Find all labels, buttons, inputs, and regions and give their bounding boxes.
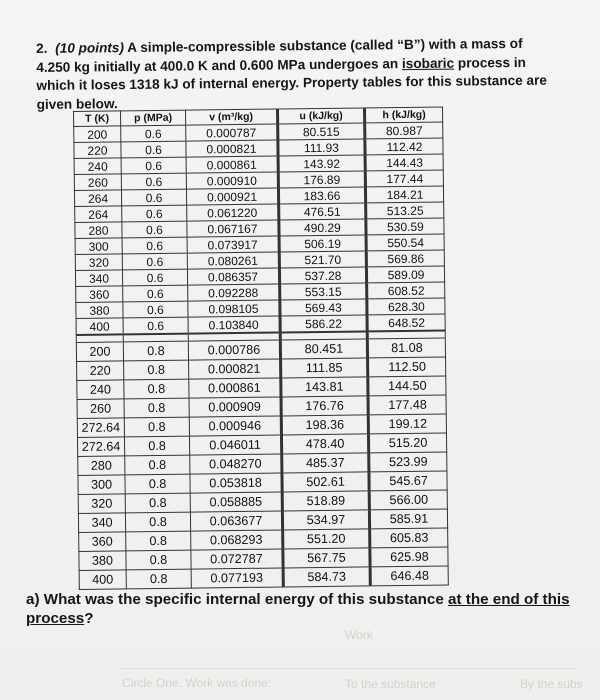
cell-internal-energy: 478.40	[281, 434, 368, 454]
cell-pressure: 0.8	[126, 550, 191, 570]
cell-temperature: 200	[76, 342, 123, 362]
cell-enthalpy: 625.98	[370, 547, 448, 567]
cell-temperature: 280	[78, 456, 125, 476]
cell-pressure: 0.8	[125, 474, 190, 494]
cell-enthalpy: 144.50	[368, 376, 446, 396]
cell-enthalpy: 589.09	[366, 266, 444, 283]
cell-specific-volume: 0.000821	[189, 359, 281, 379]
question-text-part1: What was the specific internal energy of this substance	[43, 591, 444, 608]
question-text-underlined: at the end of this process	[26, 591, 570, 627]
cell-pressure: 0.8	[125, 512, 190, 532]
cell-enthalpy: 545.67	[369, 471, 447, 491]
faint-option-to-substance: To the substance	[345, 677, 436, 691]
cell-temperature: 360	[79, 532, 126, 552]
question-text-part2: ?	[84, 610, 94, 627]
cell-enthalpy: 199.12	[368, 414, 446, 434]
property-table	[73, 106, 449, 589]
cell-pressure: 0.6	[122, 269, 187, 286]
cell-internal-energy: 176.89	[278, 171, 365, 188]
cell-specific-volume: 0.073917	[187, 236, 279, 253]
cell-temperature: 200	[74, 126, 121, 143]
cell-enthalpy: 550.54	[366, 234, 444, 251]
cell-enthalpy: 530.59	[366, 218, 444, 235]
cell-enthalpy: 81.08	[367, 338, 445, 358]
cell-specific-volume: 0.046011	[189, 435, 281, 455]
cell-internal-energy: 476.51	[279, 203, 366, 220]
cell-enthalpy: 523.99	[369, 452, 447, 472]
cell-enthalpy: 605.83	[370, 528, 448, 548]
cell-pressure: 0.6	[122, 237, 187, 254]
cell-temperature: 380	[79, 551, 126, 571]
cell-pressure: 0.8	[126, 569, 191, 589]
cell-internal-energy: 80.451	[280, 339, 367, 359]
cell-internal-energy: 569.43	[280, 299, 367, 316]
header-pressure: p (MPa)	[121, 110, 186, 126]
cell-internal-energy: 111.93	[278, 139, 365, 156]
cell-enthalpy: 144.43	[365, 154, 443, 171]
cell-internal-energy: 521.70	[279, 251, 366, 268]
cell-temperature: 220	[74, 142, 121, 159]
cell-specific-volume: 0.098105	[188, 300, 280, 317]
cell-enthalpy: 112.50	[368, 357, 446, 377]
cell-specific-volume: 0.000821	[186, 140, 278, 157]
table-row	[79, 566, 448, 590]
cell-internal-energy: 567.75	[283, 548, 370, 568]
cell-internal-energy: 534.97	[282, 510, 369, 530]
cell-pressure: 0.6	[123, 301, 188, 318]
cell-specific-volume: 0.000861	[189, 378, 281, 398]
cell-pressure: 0.8	[125, 455, 190, 475]
cell-specific-volume: 0.000787	[186, 124, 278, 141]
cell-enthalpy: 628.30	[367, 298, 445, 315]
cell-pressure: 0.8	[124, 436, 189, 456]
cell-pressure: 0.6	[121, 125, 186, 142]
faint-circle-one-label: Circle One. Work was done:	[122, 676, 272, 690]
cell-specific-volume: 0.000921	[186, 188, 278, 205]
cell-internal-energy: 143.81	[281, 377, 368, 397]
cell-temperature: 320	[75, 254, 122, 271]
cell-specific-volume: 0.077193	[191, 568, 283, 588]
cell-temperature: 380	[76, 302, 123, 319]
cell-specific-volume: 0.058885	[190, 492, 282, 512]
cell-temperature: 400	[76, 318, 123, 335]
cell-internal-energy: 183.66	[278, 187, 365, 204]
property-table-container	[73, 106, 449, 589]
cell-enthalpy: 177.48	[368, 395, 446, 415]
cell-specific-volume: 0.092288	[188, 284, 280, 301]
cell-internal-energy: 584.73	[283, 567, 370, 587]
faint-divider	[118, 668, 578, 669]
cell-temperature: 260	[77, 399, 124, 419]
cell-temperature: 400	[79, 570, 126, 590]
cell-specific-volume: 0.000909	[189, 397, 281, 417]
cell-temperature: 240	[74, 158, 121, 175]
cell-enthalpy: 184.21	[365, 186, 443, 203]
problem-number: 2.	[36, 40, 48, 56]
cell-enthalpy: 566.00	[369, 490, 447, 510]
cell-temperature: 264	[74, 190, 121, 207]
cell-specific-volume: 0.000946	[189, 416, 281, 436]
cell-internal-energy: 506.19	[279, 235, 366, 252]
cell-specific-volume: 0.068293	[191, 530, 283, 550]
cell-temperature: 300	[78, 475, 125, 495]
table-group-0.6mpa	[74, 122, 446, 335]
cell-internal-energy: 586.22	[280, 315, 367, 333]
cell-internal-energy: 537.28	[279, 267, 366, 284]
cell-temperature: 240	[77, 380, 124, 400]
cell-specific-volume: 0.103840	[188, 316, 280, 334]
cell-pressure: 0.8	[124, 398, 189, 418]
header-enthalpy: h (kJ/kg)	[364, 107, 442, 123]
cell-pressure: 0.8	[126, 531, 191, 551]
cell-pressure: 0.6	[121, 173, 186, 190]
cell-temperature: 260	[74, 174, 121, 191]
cell-specific-volume: 0.072787	[191, 549, 283, 569]
cell-internal-energy: 485.37	[282, 453, 369, 473]
cell-pressure: 0.6	[122, 221, 187, 238]
cell-enthalpy: 112.42	[365, 138, 443, 155]
cell-temperature: 340	[75, 270, 122, 287]
faint-work-label: Work	[345, 628, 373, 642]
cell-temperature: 320	[78, 494, 125, 514]
header-internal-energy: u (kJ/kg)	[277, 108, 364, 124]
cell-enthalpy: 177.44	[365, 170, 443, 187]
cell-pressure: 0.8	[124, 379, 189, 399]
cell-specific-volume: 0.000861	[186, 156, 278, 173]
cell-specific-volume: 0.000910	[186, 172, 278, 189]
cell-pressure: 0.6	[121, 141, 186, 158]
problem-statement	[36, 35, 557, 114]
cell-pressure: 0.6	[121, 189, 186, 206]
cell-pressure: 0.6	[123, 285, 188, 302]
cell-pressure: 0.8	[124, 360, 189, 380]
problem-text-part1: A simple-compressible substance (called “B”) with a mass of 4.250 kg initially at 400.0 K and 0.600 MPa undergoes an	[36, 35, 523, 75]
cell-specific-volume: 0.000786	[188, 340, 280, 360]
cell-enthalpy: 515.20	[368, 433, 446, 453]
cell-internal-energy: 551.20	[283, 529, 370, 549]
problem-points: (10 points)	[55, 40, 125, 56]
cell-pressure: 0.6	[123, 317, 188, 334]
cell-temperature: 272.64	[77, 418, 124, 438]
cell-enthalpy: 608.52	[367, 282, 445, 299]
cell-pressure: 0.6	[122, 205, 187, 222]
cell-pressure: 0.8	[123, 341, 188, 361]
cell-internal-energy: 553.15	[280, 283, 367, 300]
header-temperature: T (K)	[74, 111, 121, 127]
cell-internal-energy: 518.89	[282, 491, 369, 511]
cell-enthalpy: 646.48	[370, 566, 448, 586]
cell-enthalpy: 585.91	[369, 509, 447, 529]
cell-enthalpy: 513.25	[366, 202, 444, 219]
cell-internal-energy: 143.92	[278, 155, 365, 172]
cell-enthalpy: 569.86	[366, 250, 444, 267]
cell-pressure: 0.6	[121, 157, 186, 174]
cell-internal-energy: 80.515	[278, 123, 365, 140]
question-label: a)	[26, 591, 40, 608]
cell-temperature: 360	[76, 286, 123, 303]
faint-option-by-substance: By the subs	[520, 677, 583, 691]
cell-internal-energy: 198.36	[281, 415, 368, 435]
table-group-0.8mpa	[76, 338, 448, 589]
cell-temperature: 220	[77, 361, 124, 381]
cell-internal-energy: 176.76	[281, 396, 368, 416]
cell-internal-energy: 111.85	[281, 358, 368, 378]
cell-temperature: 280	[75, 222, 122, 239]
cell-pressure: 0.8	[125, 493, 190, 513]
cell-specific-volume: 0.053818	[190, 473, 282, 493]
cell-internal-energy: 490.29	[279, 219, 366, 236]
cell-specific-volume: 0.067167	[187, 220, 279, 237]
cell-specific-volume: 0.080261	[187, 252, 279, 269]
cell-enthalpy: 648.52	[367, 314, 445, 331]
cell-pressure: 0.6	[122, 253, 187, 270]
cell-temperature: 264	[75, 206, 122, 223]
problem-text-part2: process in which it loses 1318 kJ of internal energy. Property tables for this substance are given below.	[36, 54, 547, 112]
cell-specific-volume: 0.048270	[190, 454, 282, 474]
cell-pressure: 0.8	[124, 417, 189, 437]
cell-specific-volume: 0.086357	[187, 268, 279, 285]
question-a	[26, 590, 586, 628]
cell-temperature: 300	[75, 238, 122, 255]
cell-specific-volume: 0.061220	[187, 204, 279, 221]
cell-temperature: 272.64	[77, 437, 124, 457]
problem-text-underlined: isobaric	[401, 55, 455, 71]
cell-specific-volume: 0.063677	[190, 511, 282, 531]
header-specific-volume: v (m³/kg)	[185, 109, 277, 125]
cell-temperature: 340	[78, 513, 125, 533]
cell-enthalpy: 80.987	[365, 122, 443, 139]
cell-internal-energy: 502.61	[282, 472, 369, 492]
